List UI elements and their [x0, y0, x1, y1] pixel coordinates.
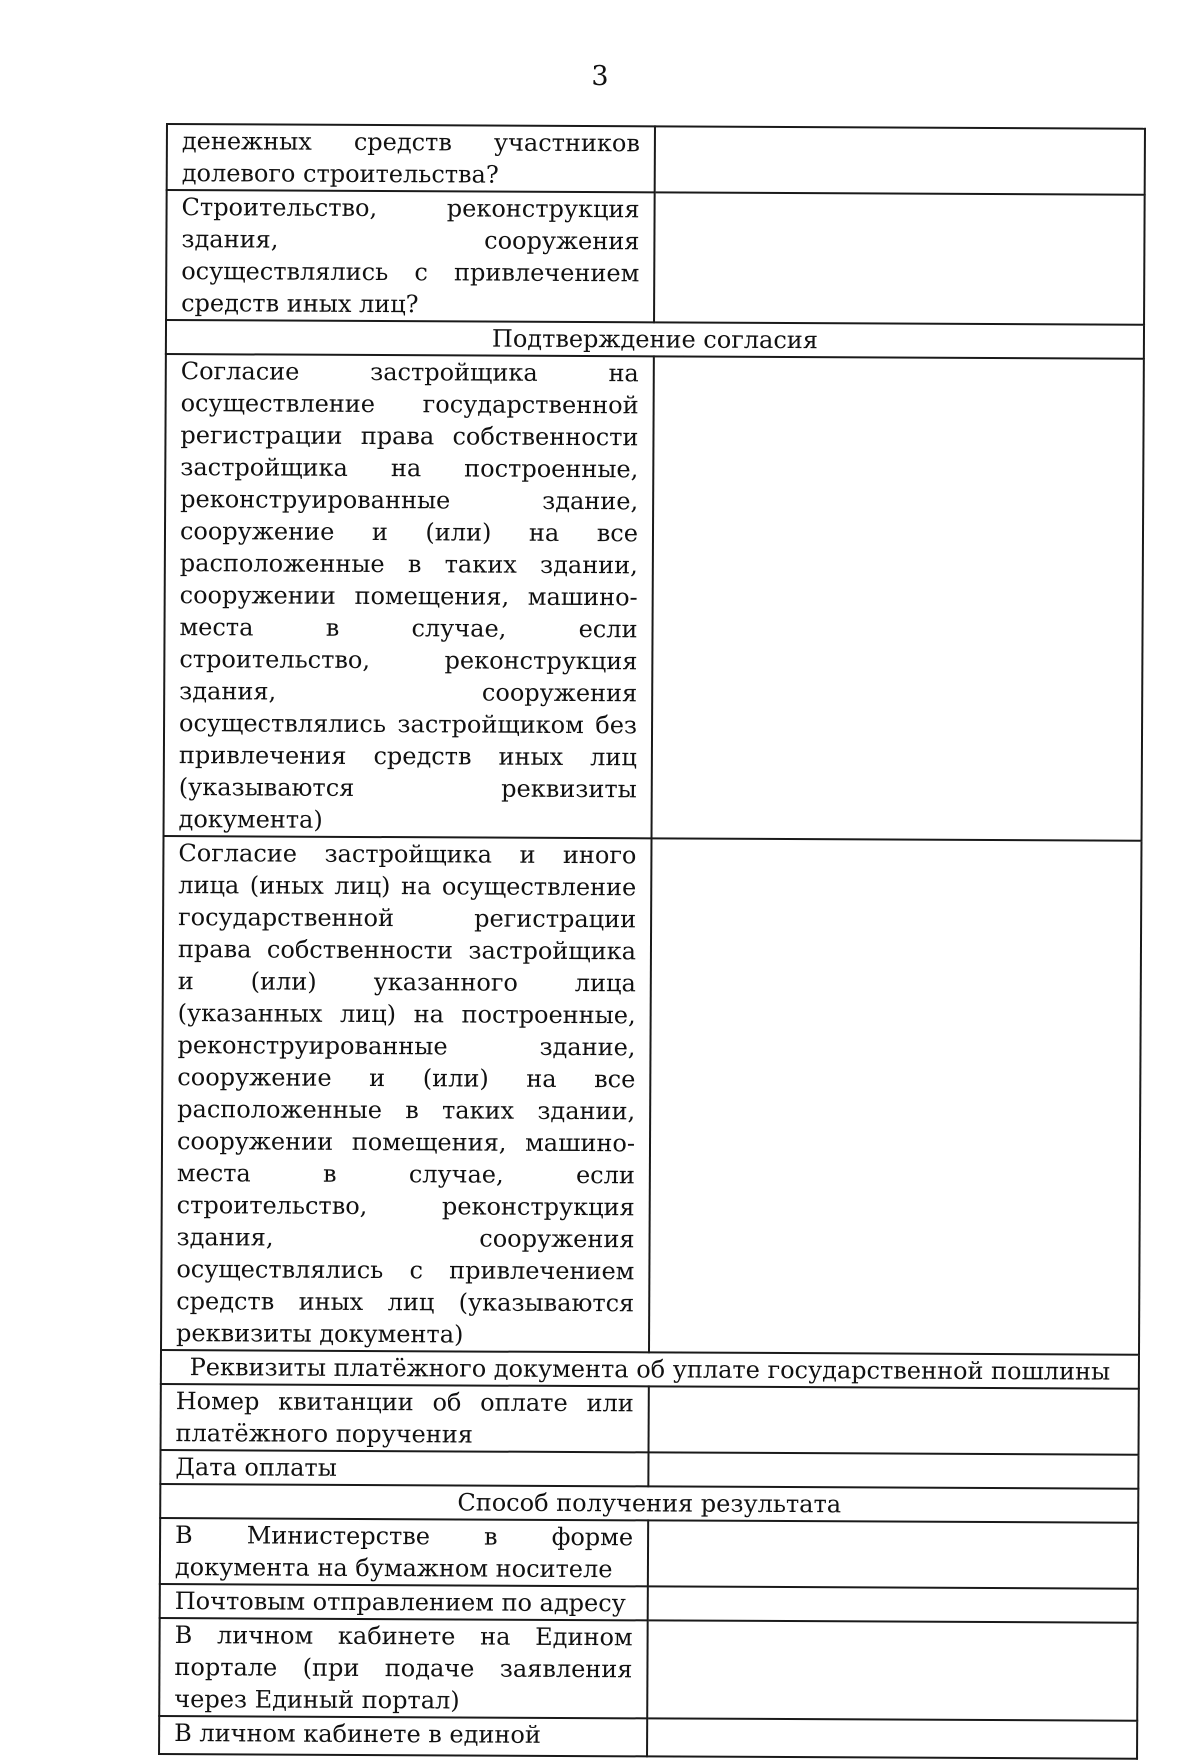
table-row: [160, 1518, 1138, 1589]
field-value[interactable]: [652, 356, 1144, 840]
field-label: В Министерстве в форме документа на бумажном носителе: [160, 1518, 648, 1586]
field-value[interactable]: [649, 1386, 1139, 1454]
section-header-row: [161, 1350, 1139, 1389]
field-value[interactable]: [648, 1520, 1138, 1588]
field-label: В личном кабинете на Едином портале (при подаче заявления через Единый портал): [159, 1618, 647, 1718]
section-header-row: [166, 320, 1144, 359]
field-label: Согласие застройщика на осуществление государственной регистрации права собственности застройщика на построенные, реконструированные здание, сооружение и (или) на все расположенные в таких здании, сооружении помещения, машино-места в случае, если строительство, реконструкция здания, сооружения осуществлялись застройщиком без привлечения средств иных лиц (указываются реквизиты документа): [164, 354, 654, 838]
table-row: [160, 1584, 1138, 1623]
table-row: [167, 124, 1145, 195]
field-label: Строительство, реконструкция здания, сооружения осуществлялись с привлечением средств иных лиц?: [166, 190, 655, 322]
table-row: [160, 1450, 1138, 1489]
section-title-result-method: Способ получения результата: [160, 1484, 1138, 1523]
field-label: В личном кабинете в единой: [159, 1716, 647, 1756]
application-form-table: [158, 123, 1146, 1760]
section-title-payment: Реквизиты платёжного документа об уплате государственной пошлины: [161, 1350, 1139, 1389]
field-label: денежных средств участников долевого строительства?: [167, 124, 655, 192]
table-row: [159, 1618, 1137, 1721]
table-row: [164, 354, 1144, 841]
table-row: [166, 190, 1145, 325]
field-value[interactable]: [647, 1620, 1137, 1720]
section-title-consent: Подтверждение согласия: [166, 320, 1144, 359]
field-value[interactable]: [648, 1452, 1138, 1488]
field-label: Номер квитанции об оплате или платёжного поручения: [161, 1384, 649, 1452]
field-value[interactable]: [649, 838, 1142, 1354]
field-label: Почтовым отправлением по адресу: [160, 1584, 648, 1620]
page-number: 3: [591, 61, 609, 92]
field-label: Дата оплаты: [160, 1450, 648, 1486]
field-value[interactable]: [655, 126, 1145, 194]
table-row: [161, 1384, 1139, 1455]
table-row: [159, 1716, 1137, 1759]
field-label: Согласие застройщика и иного лица (иных лиц) на осуществление государственной регистрации права собственности застройщика и (или) указанного лица (указанных лиц) на построенные, реконструированные здание, сооружение и (или) на все расположенные в таких здании, сооружении помещения, машино-места в случае, если строительство, реконструкция здания, сооружения осуществлялись с привлечением средств иных лиц (указываются реквизиты документа): [161, 836, 652, 1352]
field-value[interactable]: [654, 192, 1145, 324]
section-header-row: [160, 1484, 1138, 1523]
field-value[interactable]: [647, 1718, 1137, 1758]
field-value[interactable]: [648, 1586, 1138, 1622]
table-row: [161, 836, 1142, 1355]
